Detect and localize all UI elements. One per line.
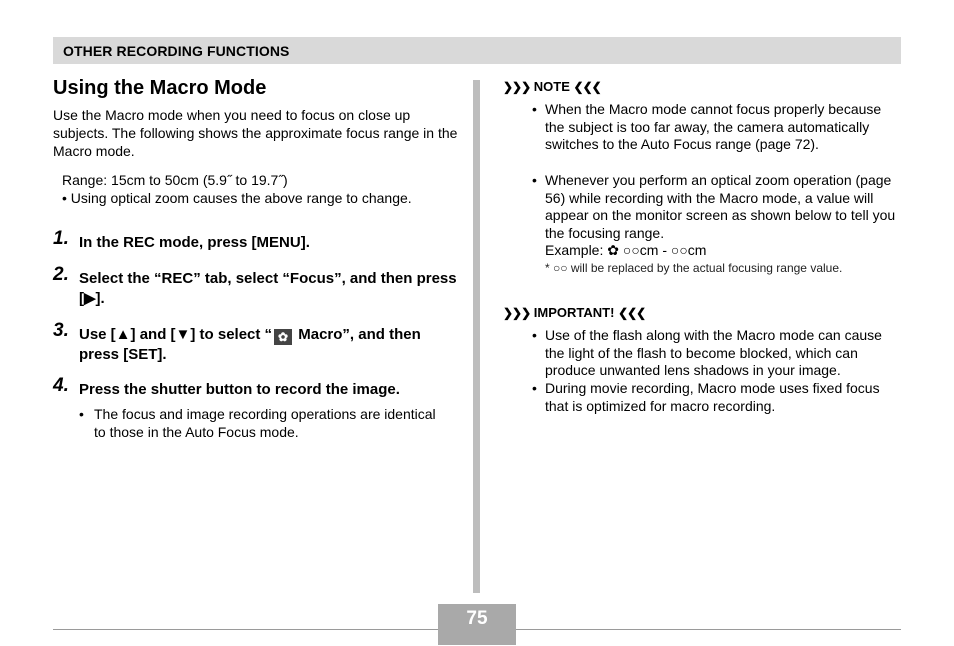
example-line: Example: ✿ ○○cm - ○○cm bbox=[545, 242, 707, 258]
bullet-dot: • bbox=[79, 406, 84, 422]
step-text: In the REC mode, press [MENU]. bbox=[79, 234, 310, 251]
step-text: Press the shutter button to record the image. bbox=[79, 381, 400, 398]
step-number: 4. bbox=[53, 375, 69, 396]
step-text-part: Use [▲] and [▼] to select “ bbox=[79, 326, 273, 343]
bullet-text: During movie recording, Macro mode uses fixed focus that is optimized for macro recording. bbox=[545, 380, 880, 414]
section-header-bar bbox=[53, 37, 901, 64]
step-text: Select the “REC” tab, select “Focus”, and then press [▶]. bbox=[79, 270, 457, 307]
range-line: Range: 15cm to 50cm (5.9˝ to 19.7˝) bbox=[62, 172, 288, 188]
note-label: NOTE bbox=[533, 79, 570, 94]
note-marks-left-icon: ❯❯❯ bbox=[503, 80, 531, 94]
intro-paragraph: Use the Macro mode when you need to focus on close up subjects. The following shows the approximate focus range in the Macro mode. bbox=[53, 107, 458, 159]
page-number: 75 bbox=[466, 608, 488, 629]
page-number-box bbox=[438, 604, 516, 645]
column-divider bbox=[473, 80, 480, 593]
bullet-dot: • bbox=[532, 101, 537, 117]
step-text bbox=[79, 325, 459, 365]
important-marks-right-icon: ❮❮❮ bbox=[618, 306, 646, 320]
bullet-dot: • bbox=[532, 380, 537, 396]
bullet-body bbox=[545, 172, 902, 260]
note-marks-right-icon: ❮❮❮ bbox=[573, 80, 601, 94]
bullet-dot: • bbox=[532, 327, 537, 343]
important-header bbox=[503, 305, 645, 320]
step-number: 2. bbox=[53, 264, 69, 285]
macro-icon: ✿ bbox=[274, 329, 292, 345]
step-number: 3. bbox=[53, 320, 69, 341]
range-bullet: • Using optical zoom causes the above range to change. bbox=[62, 190, 412, 206]
bullet-dot: • bbox=[532, 172, 537, 188]
footnote: * ○○ will be replaced by the actual focusing range value. bbox=[545, 261, 843, 275]
range-info bbox=[62, 171, 412, 207]
bullet-text: Use of the flash along with the Macro mode can cause the light of the flash to become blocked, which can produce unwanted lens shadows in your image. bbox=[545, 327, 882, 378]
note-header bbox=[503, 79, 601, 94]
step-text-part: Macro”, and then press [SET]. bbox=[79, 326, 421, 363]
bullet-text: Whenever you perform an optical zoom operation (page 56) while recording with the Macro mode, a value will appear on the monitor screen as shown below to tell you the focusing range. bbox=[545, 172, 896, 241]
important-label: IMPORTANT! bbox=[533, 305, 615, 320]
bullet-text: The focus and image recording operations are identical to those in the Auto Focus mode. bbox=[94, 406, 436, 440]
page-title: Using the Macro Mode bbox=[53, 77, 267, 99]
important-marks-left-icon: ❯❯❯ bbox=[503, 306, 531, 320]
step-number: 1. bbox=[53, 228, 69, 249]
bullet-text: When the Macro mode cannot focus properly because the subject is too far away, the camera automatically switches to the Auto Focus range (page 72). bbox=[545, 101, 882, 152]
section-title: OTHER RECORDING FUNCTIONS bbox=[63, 43, 290, 59]
